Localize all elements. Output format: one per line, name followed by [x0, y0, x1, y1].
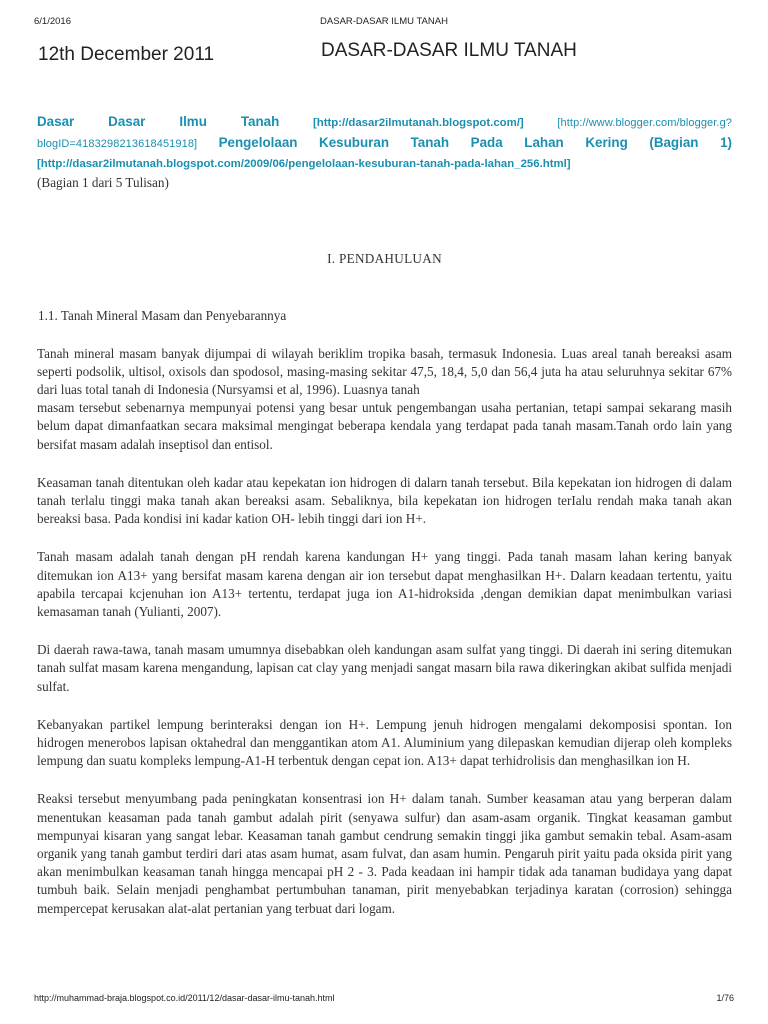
article-url[interactable]: [http://dasar2ilmutanah.blogspot.com/2009/06/pengelolaan-kesuburan-tanah-pada-lahan_256.html]	[37, 158, 571, 170]
print-date: 6/1/2016	[34, 16, 71, 27]
print-title: DASAR-DASAR ILMU TANAH	[320, 16, 448, 27]
paragraph: Kebanyakan partikel lempung berinteraksi dengan ion H+. Lempung jenuh hidrogen mengalami dekomposisi spontan. Ion hidrogen menerobos lapisan oktahedral dan menggantikan atom A1. Aluminium yang dilepaskan kemudian dijerap oleh kompleks lempung dan suatu kompleks lempung-A1-H terbentuk dengan cepat ion. A13+ dapat terhidrolisis dan menghasilkan ion H.	[37, 716, 732, 769]
blog-name-link[interactable]: Dasar Dasar Ilmu Tanah	[37, 114, 280, 129]
section-heading: I. PENDAHULUAN	[327, 251, 442, 267]
blog-url[interactable]: [http://dasar2ilmutanah.blogspot.com/]	[312, 117, 524, 129]
source-attribution	[37, 112, 732, 174]
part-note: (Bagian 1 dari 5 Tulisan)	[37, 175, 169, 190]
article-title-link[interactable]: Pengelolaan Kesuburan Tanah Pada Lahan Kering (Bagian 1)	[218, 135, 732, 150]
paragraph: Di daerah rawa-tawa, tanah masam umumnya disebabkan oleh kandungan asam sulfat yang tinggi. Di daerah ini sering ditemukan tanah sulfat masam karena mengandung, lapisan cat clay yang menjadi sangat masarn bila rawa dikeringkan akibat sulfida menjadi sulfat.	[37, 642, 732, 694]
print-footer	[34, 993, 734, 1007]
subsection-heading: 1.1. Tanah Mineral Masam dan Penyebarannya	[38, 308, 287, 324]
paragraph: Reaksi tersebut menyumbang pada peningkatan konsentrasi ion H+ dalam tanah. Sumber keasaman atau yang berperan dalam menentukan keasaman pada tanah gambut adalah pirit (senyawa sulfur) dan asam-asam organik. Tingkat keasaman gambut mempunyai kisaran yang sangat lebar. Keasaman tanah gambut cendrung semakin tinggi jika gambut semakin tebal. Asam-asam organik yang tanah gambut terdiri dari atas asam humat, asam fulvat, dan asam humin. Pengaruh pirit yaitu pada oksida pirit yang akan menimbulkan keasaman tanah hingga mencapai pH 2 - 3. Pada keadaan ini hampir tidak ada tanaman budidaya yang dapat tumbuh baik. Selain menjadi penghambat pertumbuhan tanaman, pirit menyebabkan terjadinya karatan (corrosion) sehingga mempercepat kerusakan alat-alat pertanian yang terbuat dari logam.	[37, 791, 732, 916]
post-body	[37, 112, 732, 918]
paragraph: Tanah masam adalah tanah dengan pH rendah karena kandungan H+ yang tinggi. Pada tanah masam lahan kering banyak ditemukan ion A13+ yang bersifat masam karena dengan air ion tersebut dapat menghasilkan H+. Dalarn keadaan tertentu, yaitu apabila tercapai kcjenuhan ion A13+ tertentu, terdapat juga ion A1-hidroksida ,dengan demikian dapat menimbulkan variasi kemasaman tanah (Yulianti, 2007).	[37, 549, 732, 620]
post-title: DASAR-DASAR ILMU TANAH	[321, 40, 577, 61]
paragraph: Tanah mineral masam banyak dijumpai di wilayah beriklim tropika basah, termasuk Indonesia. Luas areal tanah bereaksi asam seperti podsolik, ultisol, oxisols dan spodosol, masing-masing sekitar 47,5, 18,4, 5,0 dan 56,4 juta ha atau seluruhnya sekitar 67% dari luas total tanah di Indonesia (Nursyamsi et al, 1996). Luasnya tanah	[37, 345, 732, 398]
paragraph: masam tersebut sebenarnya mempunyai potensi yang besar untuk pengembangan usaha pertanian, tetapi sampai sekarang masih belum dapat dimanfaatkan secara maksimal mengingat beberapa kendala yang terdapat pada tanah masam.Tanah ordo lain yang bersifat masam adalah inseptisol dan entisol.	[37, 400, 732, 452]
print-header	[34, 16, 734, 30]
post-header	[38, 40, 730, 70]
paragraph: Keasaman tanah ditentukan oleh kadar atau kepekatan ion hidrogen di dalarn tanah tersebut. Bila kepekatan ion hidrogen di dalam tanah terlalu tinggi maka tanah akan bereaksi asam. Sebaliknya, bila kepekatan ion hidrogen terIalu rendah maka tanah akan bereaksi basa. Pada kondisi ini kadar kation OH- lebih tinggi dari ion H+.	[37, 474, 732, 527]
post-date: 12th December 2011	[38, 44, 215, 65]
page-url: http://muhammad-braja.blogspot.co.id/2011/12/dasar-dasar-ilmu-tanah.html	[34, 993, 335, 1003]
blogger-url[interactable]: [http://www.blogger.com/blogger.g?blogID=4183298213618451918]	[37, 117, 733, 150]
page-number: 1/76	[716, 993, 734, 1003]
